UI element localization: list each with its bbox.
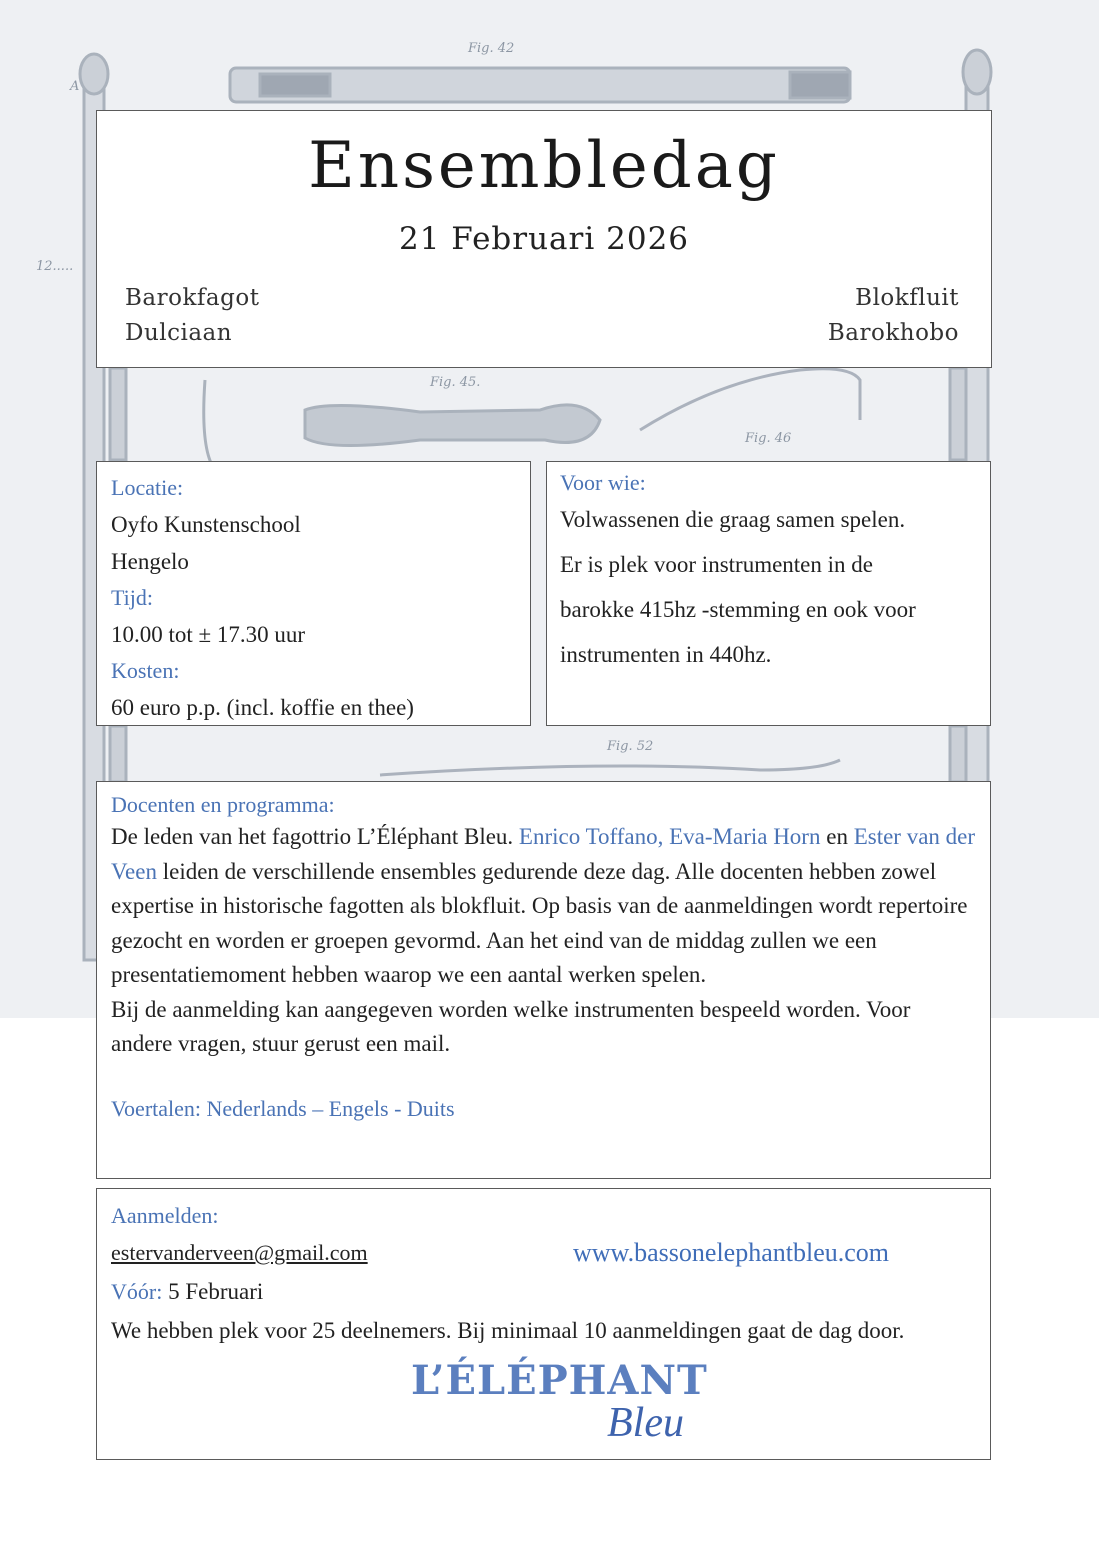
contact-row xyxy=(111,1234,976,1273)
voor-wie-line: Volwassenen die graag samen spelen. xyxy=(560,507,906,532)
voor-wie-box xyxy=(546,461,991,726)
voor-wie-line: barokke 415hz -stemming en ook voor xyxy=(560,597,916,622)
event-date: 21 Februari 2026 xyxy=(398,221,690,257)
voor-wie-line: Er is plek voor instrumenten in de xyxy=(560,552,873,577)
docenten-label: Docenten en programma: xyxy=(111,792,335,817)
aanmelden-label: Aanmelden: xyxy=(111,1203,219,1228)
svg-text:A: A xyxy=(70,79,80,94)
instrument-item: Blokfluit xyxy=(855,285,959,311)
svg-text:Fig. 42: Fig. 42 xyxy=(468,41,515,56)
deadline-value: 5 Februari xyxy=(162,1279,264,1304)
elephant-bleu-logo xyxy=(411,1357,711,1452)
deadline-label: Vóór: xyxy=(111,1279,163,1304)
svg-text:Fig. 45.: Fig. 45. xyxy=(430,375,481,390)
docenten-description-2: Bij de aanmelding kan aangegeven worden welke instrumenten bespeeld worden. Voor andere vragen, stuur gerust een mail. xyxy=(111,996,911,1056)
teacher-names: Enrico Toffano, Eva-Maria Horn xyxy=(518,824,821,849)
tijd-label: Tijd: xyxy=(111,585,154,610)
locatie-line: Oyfo Kunstenschool xyxy=(111,512,301,537)
docenten-intro: De leden van het fagottrio L’Éléphant Bleu. xyxy=(111,824,519,849)
page-title: Ensembledag xyxy=(308,129,780,203)
instrument-item: Dulciaan xyxy=(125,320,233,346)
languages: Voertalen: Nederlands – Engels - Duits xyxy=(111,1095,455,1121)
docenten-text xyxy=(111,820,976,1062)
participants-note: We hebben plek voor 25 deelnemers. Bij minimaal 10 aanmeldingen gaat de dag door. xyxy=(111,1318,905,1343)
instrument-item: Barokhobo xyxy=(827,320,959,346)
docenten-and: en xyxy=(820,824,854,849)
logo-sub-text: Bleu xyxy=(607,1400,684,1446)
kosten-label: Kosten: xyxy=(111,658,180,683)
instruments-left xyxy=(125,281,259,351)
teacher-name-last: Ester van der Veen xyxy=(111,824,976,884)
docenten-description: leiden de verschillende ensembles gedurende deze dag. Alle docenten hebben zowel expertise in historische fagotten als blokfluit. Op basis van de aanmeldingen wordt repertoire gezocht en worden er groepen gevormd. Aan het eind van de middag zullen we een presentatiemoment hebben waarop we een aantal werken spelen. xyxy=(111,858,968,987)
voor-wie-line: instrumenten in 440hz. xyxy=(560,642,772,667)
deadline-row xyxy=(111,1273,976,1312)
website-link[interactable]: www.bassonelephantbleu.com xyxy=(573,1238,890,1267)
instrument-item: Barokfagot xyxy=(125,285,260,311)
locatie-label: Locatie: xyxy=(111,475,184,500)
docenten-box xyxy=(96,781,991,1179)
svg-text:12.....: 12..... xyxy=(36,259,74,274)
svg-text:Fig. 52: Fig. 52 xyxy=(607,739,654,754)
logo-main-text: L’ÉLÉPHANT xyxy=(411,1357,708,1404)
locatie-line: Hengelo xyxy=(111,549,189,574)
kosten-value: 60 euro p.p. (incl. koffie en thee) xyxy=(111,695,414,720)
voor-wie-label: Voor wie: xyxy=(560,470,646,495)
email-link[interactable]: estervanderveen@gmail.com xyxy=(111,1240,368,1265)
aanmelden-box xyxy=(96,1188,991,1460)
tijd-value: 10.00 tot ± 17.30 uur xyxy=(111,622,306,647)
svg-text:Fig. 46: Fig. 46 xyxy=(745,431,792,446)
instruments-right xyxy=(828,281,959,351)
header-box xyxy=(96,110,992,368)
info-box xyxy=(96,461,531,726)
